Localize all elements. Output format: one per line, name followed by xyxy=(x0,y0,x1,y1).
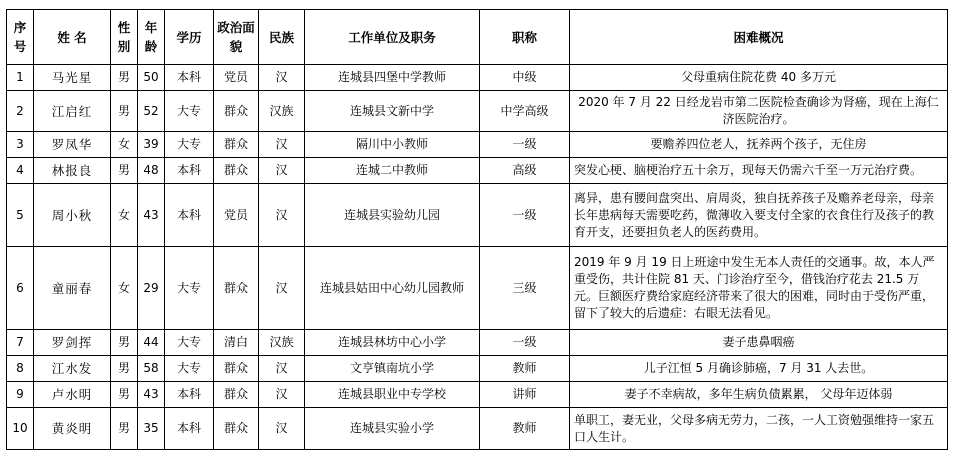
cell-education: 大专 xyxy=(165,330,214,356)
cell-title: 中学高级 xyxy=(480,91,570,132)
cell-gender: 女 xyxy=(111,247,138,330)
cell-ethnicity: 汉 xyxy=(259,158,305,184)
table-row xyxy=(7,408,948,450)
cell-political: 群众 xyxy=(214,158,259,184)
table-row xyxy=(7,91,948,132)
cell-ethnicity: 汉 xyxy=(259,382,305,408)
cell-difficulty: 父母重病住院花费 40 多万元 xyxy=(570,65,948,91)
cell-political: 党员 xyxy=(214,65,259,91)
cell-education: 本科 xyxy=(165,382,214,408)
cell-ethnicity: 汉 xyxy=(259,247,305,330)
header-row xyxy=(7,10,948,65)
table-row xyxy=(7,247,948,330)
cell-age: 50 xyxy=(138,65,165,91)
cell-seq: 3 xyxy=(7,132,34,158)
table-row xyxy=(7,184,948,247)
cell-age: 43 xyxy=(138,184,165,247)
header-ethnicity: 民族 xyxy=(259,10,305,65)
cell-gender: 男 xyxy=(111,330,138,356)
cell-seq: 8 xyxy=(7,356,34,382)
header-seq: 序号 xyxy=(7,10,34,65)
cell-seq: 1 xyxy=(7,65,34,91)
cell-education: 本科 xyxy=(165,184,214,247)
header-age: 年龄 xyxy=(138,10,165,65)
cell-age: 35 xyxy=(138,408,165,450)
cell-ethnicity: 汉 xyxy=(259,132,305,158)
table-row xyxy=(7,330,948,356)
header-political: 政治面貌 xyxy=(214,10,259,65)
cell-education: 大专 xyxy=(165,132,214,158)
cell-gender: 男 xyxy=(111,382,138,408)
cell-difficulty: 妻子患鼻咽癌 xyxy=(570,330,948,356)
cell-name: 马光星 xyxy=(34,65,111,91)
cell-age: 29 xyxy=(138,247,165,330)
cell-name: 林报良 xyxy=(34,158,111,184)
cell-seq: 10 xyxy=(7,408,34,450)
cell-title: 教师 xyxy=(480,408,570,450)
cell-title: 中级 xyxy=(480,65,570,91)
cell-title: 教师 xyxy=(480,356,570,382)
cell-age: 52 xyxy=(138,91,165,132)
cell-workplace: 连城县实验小学 xyxy=(305,408,480,450)
cell-name: 周小秋 xyxy=(34,184,111,247)
cell-seq: 2 xyxy=(7,91,34,132)
cell-difficulty: 2019 年 9 月 19 日上班途中发生无本人责任的交通事。故，本人严重受伤，共计住院 81 天、门诊治疗至今，借钱治疗花去 21.5 万元。巨额医疗费给家庭经济带来了很大的困难，同时由于受伤严重，留下了较大的后遗症：右眼无法看见。 xyxy=(570,247,948,330)
cell-workplace: 连城县实验幼儿园 xyxy=(305,184,480,247)
cell-seq: 5 xyxy=(7,184,34,247)
cell-seq: 9 xyxy=(7,382,34,408)
hardship-table xyxy=(6,9,948,450)
cell-age: 44 xyxy=(138,330,165,356)
cell-political: 群众 xyxy=(214,356,259,382)
cell-political: 群众 xyxy=(214,382,259,408)
cell-education: 大专 xyxy=(165,91,214,132)
cell-education: 本科 xyxy=(165,65,214,91)
cell-difficulty: 单职工，妻无业，父母多病无劳力，二孩，一人工资勉强维持一家五口人生计。 xyxy=(570,408,948,450)
cell-title: 一级 xyxy=(480,330,570,356)
cell-difficulty: 突发心梗、脑梗治疗五十余万，现每天仍需六千至一万元治疗费。 xyxy=(570,158,948,184)
cell-age: 58 xyxy=(138,356,165,382)
cell-political: 清白 xyxy=(214,330,259,356)
cell-name: 罗剑挥 xyxy=(34,330,111,356)
cell-title: 一级 xyxy=(480,184,570,247)
table-row xyxy=(7,356,948,382)
table-row xyxy=(7,382,948,408)
cell-workplace: 隔川中小教师 xyxy=(305,132,480,158)
cell-ethnicity: 汉 xyxy=(259,184,305,247)
cell-education: 大专 xyxy=(165,356,214,382)
cell-title: 高级 xyxy=(480,158,570,184)
cell-age: 43 xyxy=(138,382,165,408)
cell-political: 群众 xyxy=(214,247,259,330)
header-gender: 性别 xyxy=(111,10,138,65)
cell-difficulty: 儿子江恒 5 月确诊肺癌，7 月 31 人去世。 xyxy=(570,356,948,382)
cell-difficulty: 2020 年 7 月 22 日经龙岩市第二医院检查确诊为肾癌，现在上海仁济医院治疗。 xyxy=(570,91,948,132)
cell-workplace: 连城县文新中学 xyxy=(305,91,480,132)
cell-name: 罗凤华 xyxy=(34,132,111,158)
cell-workplace: 连城二中教师 xyxy=(305,158,480,184)
cell-name: 黄炎明 xyxy=(34,408,111,450)
cell-ethnicity: 汉族 xyxy=(259,330,305,356)
cell-education: 本科 xyxy=(165,158,214,184)
cell-gender: 男 xyxy=(111,91,138,132)
header-title: 职称 xyxy=(480,10,570,65)
cell-seq: 7 xyxy=(7,330,34,356)
cell-title: 一级 xyxy=(480,132,570,158)
cell-gender: 男 xyxy=(111,356,138,382)
cell-difficulty: 妻子不幸病故，多年生病负债累累， 父母年迈体弱 xyxy=(570,382,948,408)
cell-gender: 男 xyxy=(111,408,138,450)
cell-workplace: 连城县职业中专学校 xyxy=(305,382,480,408)
cell-name: 卢水明 xyxy=(34,382,111,408)
cell-difficulty: 离异，患有腰间盘突出、肩周炎，独自抚养孩子及赡养老母亲，母亲长年患病每天需要吃药，微薄收入要支付全家的衣食住行及孩子的教育开支，还要担负老人的医药费用。 xyxy=(570,184,948,247)
cell-political: 群众 xyxy=(214,132,259,158)
header-workplace: 工作单位及职务 xyxy=(305,10,480,65)
header-difficulty: 困难概况 xyxy=(570,10,948,65)
cell-workplace: 文亨镇南坑小学 xyxy=(305,356,480,382)
cell-ethnicity: 汉 xyxy=(259,65,305,91)
cell-name: 江水发 xyxy=(34,356,111,382)
cell-political: 群众 xyxy=(214,91,259,132)
cell-ethnicity: 汉 xyxy=(259,408,305,450)
header-education: 学历 xyxy=(165,10,214,65)
cell-name: 江启红 xyxy=(34,91,111,132)
cell-gender: 男 xyxy=(111,65,138,91)
cell-gender: 女 xyxy=(111,132,138,158)
table-row xyxy=(7,132,948,158)
cell-title: 三级 xyxy=(480,247,570,330)
cell-workplace: 连城县四堡中学教师 xyxy=(305,65,480,91)
cell-gender: 男 xyxy=(111,158,138,184)
header-name: 姓 名 xyxy=(34,10,111,65)
cell-ethnicity: 汉 xyxy=(259,356,305,382)
cell-education: 本科 xyxy=(165,408,214,450)
table-row xyxy=(7,65,948,91)
cell-ethnicity: 汉族 xyxy=(259,91,305,132)
cell-political: 群众 xyxy=(214,408,259,450)
cell-workplace: 连城县姑田中心幼儿园教师 xyxy=(305,247,480,330)
cell-gender: 女 xyxy=(111,184,138,247)
cell-title: 讲师 xyxy=(480,382,570,408)
cell-education: 大专 xyxy=(165,247,214,330)
cell-age: 48 xyxy=(138,158,165,184)
cell-seq: 6 xyxy=(7,247,34,330)
cell-seq: 4 xyxy=(7,158,34,184)
cell-political: 党员 xyxy=(214,184,259,247)
cell-age: 39 xyxy=(138,132,165,158)
cell-difficulty: 要赡养四位老人，抚养两个孩子，无住房 xyxy=(570,132,948,158)
table-row xyxy=(7,158,948,184)
cell-name: 童丽春 xyxy=(34,247,111,330)
cell-workplace: 连城县林坊中心小学 xyxy=(305,330,480,356)
